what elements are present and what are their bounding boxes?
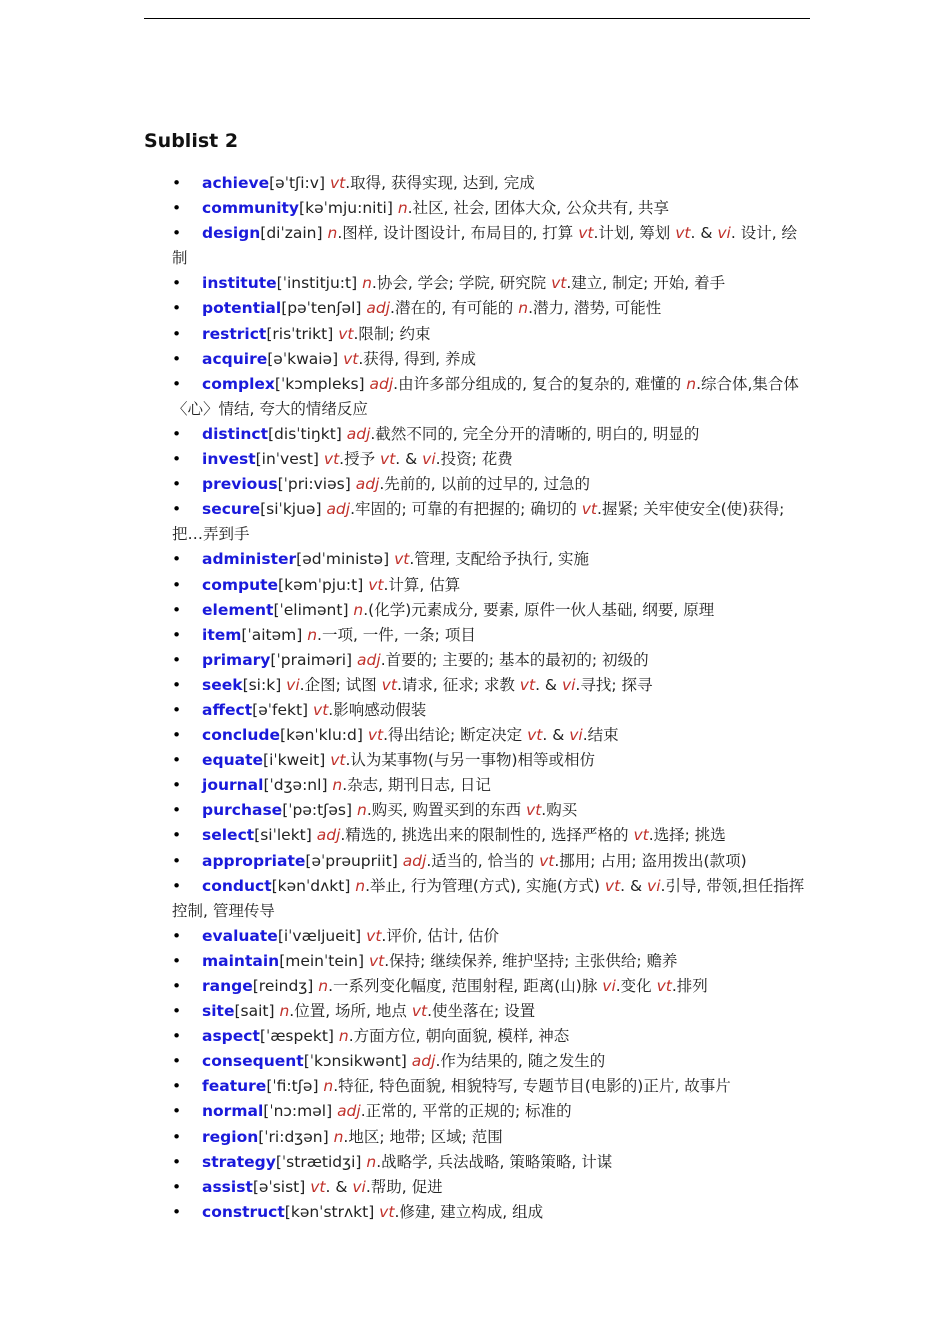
vocab-phonetic: [ˈæspekt] [259, 1027, 339, 1046]
vocab-phonetic: [ˈpri:viəs] [277, 475, 356, 494]
definition-text: .先前的, 以前的过早的, 过急的 [379, 475, 590, 494]
part-of-speech: vt [656, 977, 672, 995]
part-of-speech: n [338, 1027, 349, 1046]
part-of-speech: vt [581, 500, 598, 519]
vocab-phonetic: [əˈprəupriit] [305, 851, 403, 870]
part-of-speech: n [353, 600, 364, 619]
part-of-speech: vt [379, 1202, 395, 1221]
definition-text: .握紧; 关牢使安全(使)获得; 把…弄到手 [172, 500, 785, 544]
vocab-word: invest [202, 450, 256, 469]
vocab-word: appropriate [202, 851, 306, 870]
part-of-speech: vt [381, 675, 397, 694]
vocab-entry [172, 1099, 812, 1124]
definition-text: .战略学, 兵法战略, 策略策略, 计谋 [376, 1152, 613, 1171]
part-of-speech: n [327, 224, 338, 243]
definition-text: .取得, 获得实现, 达到, 完成 [345, 174, 535, 192]
part-of-speech: n [279, 1002, 290, 1021]
part-of-speech: adj [402, 851, 427, 870]
sublist-heading: Sublist 2 [144, 130, 239, 152]
vocab-word: maintain [202, 951, 280, 970]
part-of-speech: n [356, 801, 367, 820]
vocab-phonetic: [reindʒ] [252, 977, 319, 995]
vocab-word: community [202, 199, 300, 218]
definition-text: . & [620, 876, 648, 895]
definition-text: .建立, 制定; 开始, 着手 [566, 274, 726, 293]
vocab-entry [172, 422, 812, 447]
vocab-entry [172, 221, 812, 271]
vocab-phonetic: [disˈtiŋkt] [268, 424, 347, 443]
vocab-word: equate [202, 751, 264, 770]
definition-text: .社区, 社会, 团体大众, 公众共有, 共享 [407, 199, 669, 218]
vocab-phonetic: [siˈlekt] [254, 826, 317, 845]
vocab-word: aspect [202, 1027, 260, 1046]
vocab-word: achieve [202, 174, 270, 192]
vocab-word: feature [202, 1077, 267, 1096]
definition-text: .请求, 征求; 求教 [396, 675, 520, 694]
vocab-entry [172, 547, 812, 572]
part-of-speech: vt [310, 1177, 326, 1196]
vocab-entry [172, 823, 812, 848]
definition-text: .精选的, 挑选出来的限制性的, 选择严格的 [340, 826, 634, 845]
definition-text: .变化 [615, 977, 657, 995]
vocab-word: compute [202, 575, 279, 594]
vocab-entry [172, 999, 812, 1024]
vocab-phonetic: [inˈvest] [255, 450, 324, 469]
part-of-speech: vt [539, 851, 555, 870]
vocab-phonetic: [meinˈtein] [279, 951, 369, 970]
part-of-speech: vi [422, 450, 436, 469]
definition-text: .截然不同的, 完全分开的清晰的, 明白的, 明显的 [370, 424, 700, 443]
definition-text: .特征, 特色面貌, 相貌特写, 专题节目(电影的)正片, 故事片 [333, 1077, 731, 1096]
vocab-entry [172, 974, 812, 999]
definition-text: .投资; 花费 [435, 450, 513, 469]
vocab-phonetic: [iˈvæljueit] [277, 926, 367, 945]
vocab-entry [172, 497, 812, 547]
vocab-phonetic: [pəˈtenʃəl] [281, 299, 367, 318]
vocab-word: design [202, 224, 261, 243]
definition-text: .由许多部分组成的, 复合的复杂的, 难懂的 [393, 374, 687, 393]
vocab-entry [172, 1074, 812, 1099]
definition-text: .购买, 购置买到的东西 [366, 801, 527, 820]
part-of-speech: vi [286, 675, 300, 694]
definition-text: .获得, 得到, 养成 [358, 349, 476, 368]
vocab-phonetic: [risˈtrikt] [266, 324, 339, 343]
part-of-speech: adj [411, 1052, 436, 1071]
vocab-entry [172, 1024, 812, 1049]
vocab-word: normal [202, 1102, 264, 1121]
vocab-word: evaluate [202, 926, 278, 945]
part-of-speech: vt [394, 550, 410, 569]
part-of-speech: vi [561, 675, 576, 694]
vocab-word: consequent [202, 1052, 304, 1071]
vocab-word: restrict [202, 324, 267, 343]
vocab-entry [172, 924, 812, 949]
definition-text: .杂志, 期刊日志, 日记 [342, 776, 491, 795]
vocab-word: primary [202, 650, 271, 669]
part-of-speech: vt [604, 876, 621, 895]
vocab-word: conclude [202, 726, 281, 745]
part-of-speech: vt [551, 274, 567, 293]
definition-text: . & [542, 726, 570, 745]
vocab-entry [172, 296, 812, 321]
definition-text: .授予 [339, 450, 381, 469]
vocab-word: potential [202, 299, 282, 318]
vocab-phonetic: [si:k] [242, 675, 287, 694]
part-of-speech: vt [633, 826, 649, 845]
part-of-speech: vi [352, 1177, 366, 1196]
definition-text: .协会, 学会; 学院, 研究院 [371, 274, 552, 293]
vocab-entry [172, 271, 812, 296]
definition-text: .位置, 场所, 地点 [289, 1002, 412, 1021]
vocab-word: range [202, 977, 253, 995]
vocab-entry [172, 447, 812, 472]
vocab-word: administer [202, 550, 297, 569]
vocab-entry [172, 773, 812, 798]
part-of-speech: adj [346, 424, 371, 443]
vocab-phonetic: [ˈstrætidʒi] [275, 1152, 367, 1171]
definition-text: .使坐落在; 设置 [427, 1002, 536, 1021]
vocab-entry [172, 1150, 812, 1175]
part-of-speech: adj [316, 826, 341, 845]
vocab-entry [172, 723, 812, 748]
part-of-speech: n [686, 374, 697, 393]
vocab-entry [172, 798, 812, 823]
vocab-word: strategy [202, 1152, 276, 1171]
definition-text: .计算, 估算 [383, 575, 461, 594]
definition-text: .一项, 一件, 一条; 项目 [317, 625, 476, 644]
vocab-entry [172, 1200, 812, 1225]
vocab-phonetic: [əˈtʃi:v] [269, 174, 330, 192]
vocab-word: element [202, 600, 274, 619]
definition-text: .正常的, 平常的正规的; 标准的 [360, 1102, 572, 1121]
vocab-phonetic: [ədˈministə] [296, 550, 395, 569]
vocab-word: region [202, 1127, 259, 1146]
part-of-speech: vt [411, 1002, 428, 1021]
definition-text: .牢固的; 可靠的有把握的; 确切的 [350, 500, 582, 519]
part-of-speech: n [518, 299, 529, 318]
definition-text: .图样, 设计图设计, 布局目的, 打算 [337, 224, 579, 243]
definition-text: . & [690, 224, 718, 243]
definition-text: .限制; 约束 [353, 324, 431, 343]
definition-text: .帮助, 促进 [365, 1177, 443, 1196]
definition-text: .寻找; 探寻 [575, 675, 653, 694]
definition-text: .计划, 筹划 [593, 224, 676, 243]
part-of-speech: vt [366, 926, 382, 945]
vocab-phonetic: [sait] [234, 1002, 280, 1021]
definition-text: .挪用; 占用; 盗用拨出(款项) [554, 851, 747, 870]
vocab-entry [172, 623, 812, 648]
definition-text: . & [395, 450, 423, 469]
vocab-word: purchase [202, 801, 283, 820]
vocab-phonetic: [ˈfi:tʃə] [266, 1077, 324, 1096]
part-of-speech: vt [367, 726, 384, 745]
part-of-speech: n [318, 977, 329, 995]
definition-text: . & [325, 1177, 353, 1196]
part-of-speech: vi [647, 876, 661, 895]
part-of-speech: n [366, 1152, 377, 1171]
top-rule [144, 18, 810, 19]
vocab-word: secure [202, 500, 261, 519]
part-of-speech: n [333, 1127, 344, 1146]
vocab-entry [172, 874, 812, 924]
vocab-phonetic: [kəmˈpju:t] [278, 575, 369, 594]
definition-text: .(化学)元素成分, 要素, 原件一伙人基础, 纲要, 原理 [363, 600, 715, 619]
vocab-entry [172, 1049, 812, 1074]
definition-text: .管理, 支配给予执行, 实施 [409, 550, 589, 569]
vocab-word: assist [202, 1177, 253, 1196]
vocab-word: affect [202, 700, 253, 719]
vocab-entry [172, 673, 812, 698]
part-of-speech: adj [326, 500, 351, 519]
vocab-phonetic: [ˈdʒə:nl] [263, 776, 333, 795]
vocab-phonetic: [kənˈklu:d] [280, 726, 368, 745]
vocab-phonetic: [kəˈmju:niti] [299, 199, 398, 218]
vocab-entry [172, 347, 812, 372]
vocab-word: site [202, 1002, 235, 1021]
vocab-phonetic: [ˈaitəm] [241, 625, 308, 644]
definition-text: .保持; 继续保养, 维护坚持; 主张供给; 赡养 [384, 951, 678, 970]
vocab-entry [172, 648, 812, 673]
definition-text: .得出结论; 断定决定 [383, 726, 528, 745]
part-of-speech: adj [337, 1102, 361, 1121]
part-of-speech: vt [380, 450, 396, 469]
definition-text: .适当的, 恰当的 [426, 851, 540, 870]
definition-text: .潜力, 潜势, 可能性 [528, 299, 662, 318]
part-of-speech: n [397, 199, 408, 218]
vocab-word: complex [202, 374, 275, 393]
part-of-speech: adj [369, 374, 394, 393]
part-of-speech: n [307, 625, 318, 644]
definition-text: .地区; 地带; 区域; 范围 [343, 1127, 503, 1146]
part-of-speech: vt [329, 174, 346, 192]
definition-text: .举止, 行为管理(方式), 实施(方式) [365, 876, 605, 895]
definition-text: .方面方位, 朝向面貌, 模样, 神态 [348, 1027, 570, 1046]
definition-text: . & [535, 675, 562, 694]
vocab-word: conduct [202, 876, 272, 895]
definition-text: .作为结果的, 随之发生的 [435, 1052, 606, 1071]
vocab-phonetic: [ˈnɔ:məl] [263, 1102, 338, 1121]
part-of-speech: vi [602, 977, 616, 995]
part-of-speech: n [332, 776, 343, 795]
part-of-speech: n [323, 1077, 334, 1096]
vocab-phonetic: [siˈkjuə] [260, 500, 327, 519]
vocab-entry [172, 472, 812, 497]
part-of-speech: vt [313, 700, 329, 719]
part-of-speech: vt [368, 575, 384, 594]
definition-text: .潜在的, 有可能的 [390, 299, 519, 318]
vocab-phonetic: [əˈfekt] [252, 700, 314, 719]
vocab-entry [172, 372, 812, 422]
vocab-entry [172, 1125, 812, 1150]
vocab-phonetic: [ˈkɔmpleks] [274, 374, 370, 393]
part-of-speech: vt [343, 349, 359, 368]
definition-text: .选择; 挑选 [648, 826, 726, 845]
vocab-entry [172, 698, 812, 723]
part-of-speech: vt [519, 675, 536, 694]
vocab-word: acquire [202, 349, 268, 368]
part-of-speech: vt [526, 801, 542, 820]
vocab-word: select [202, 826, 255, 845]
definition-text: .结束 [582, 726, 619, 745]
vocab-phonetic: [ˈpə:tʃəs] [282, 801, 357, 820]
vocab-word: distinct [202, 424, 268, 443]
vocab-word: seek [202, 675, 243, 694]
vocab-entry [172, 171, 812, 196]
part-of-speech: adj [366, 299, 391, 318]
vocab-phonetic: [ˈelimənt] [273, 600, 354, 619]
part-of-speech: adj [357, 650, 381, 669]
part-of-speech: vt [368, 951, 385, 970]
definition-text: .认为某事物(与另一事物)相等或相仿 [345, 751, 595, 770]
vocabulary-list [172, 171, 812, 1225]
definition-text: .一系列变化幅度, 范围射程, 距离(山)脉 [328, 977, 603, 995]
definition-text: .评价, 估计, 估价 [381, 926, 500, 945]
part-of-speech: adj [355, 475, 380, 494]
vocab-entry [172, 196, 812, 221]
vocab-phonetic: [ˈinstitju:t] [276, 274, 363, 293]
vocab-entry [172, 1175, 812, 1200]
definition-text: .修建, 建立构成, 组成 [394, 1202, 544, 1221]
part-of-speech: vi [569, 726, 583, 745]
part-of-speech: vt [675, 224, 691, 243]
vocab-entry [172, 598, 812, 623]
vocab-phonetic: [ˈkɔnsikwənt] [303, 1052, 412, 1071]
part-of-speech: n [362, 274, 372, 293]
part-of-speech: n [355, 876, 366, 895]
vocab-phonetic: [ˈri:dʒən] [258, 1127, 334, 1146]
vocab-entry [172, 849, 812, 874]
part-of-speech: vt [330, 751, 346, 770]
vocab-phonetic: [iˈkweit] [263, 751, 331, 770]
vocab-phonetic: [ˈpraiməri] [270, 650, 358, 669]
vocab-phonetic: [əˈsist] [252, 1177, 311, 1196]
definition-text: .引导, 带领,担任指挥控制, 管理传导 [172, 876, 805, 920]
definition-text: .影响感动假装 [328, 700, 427, 719]
definition-text: .综合体,集合体〈心〉情结, 夸大的情绪反应 [172, 374, 799, 418]
vocab-phonetic: [əˈkwaiə] [267, 349, 344, 368]
definition-text: .首要的; 主要的; 基本的最初的; 初级的 [380, 650, 649, 669]
definition-text: .企图; 试图 [299, 675, 382, 694]
vocab-word: previous [202, 475, 278, 494]
vocab-entry [172, 748, 812, 773]
part-of-speech: vt [578, 224, 594, 243]
definition-text: . 设计, 绘制 [172, 224, 798, 268]
vocab-word: construct [202, 1202, 285, 1221]
vocab-phonetic: [diˈzain] [260, 224, 328, 243]
vocab-word: item [202, 625, 242, 644]
vocab-word: institute [202, 274, 277, 293]
vocab-phonetic: [kənˈstrʌkt] [284, 1202, 380, 1221]
part-of-speech: vt [323, 450, 340, 469]
vocab-entry [172, 322, 812, 347]
vocab-entry [172, 949, 812, 974]
definition-text: .购买 [541, 801, 578, 820]
part-of-speech: vt [338, 324, 354, 343]
vocab-word: journal [202, 776, 264, 795]
part-of-speech: vi [717, 224, 731, 243]
vocab-entry [172, 573, 812, 598]
part-of-speech: vt [527, 726, 543, 745]
vocab-phonetic: [kənˈdʌkt] [271, 876, 356, 895]
definition-text: .排列 [671, 977, 708, 995]
